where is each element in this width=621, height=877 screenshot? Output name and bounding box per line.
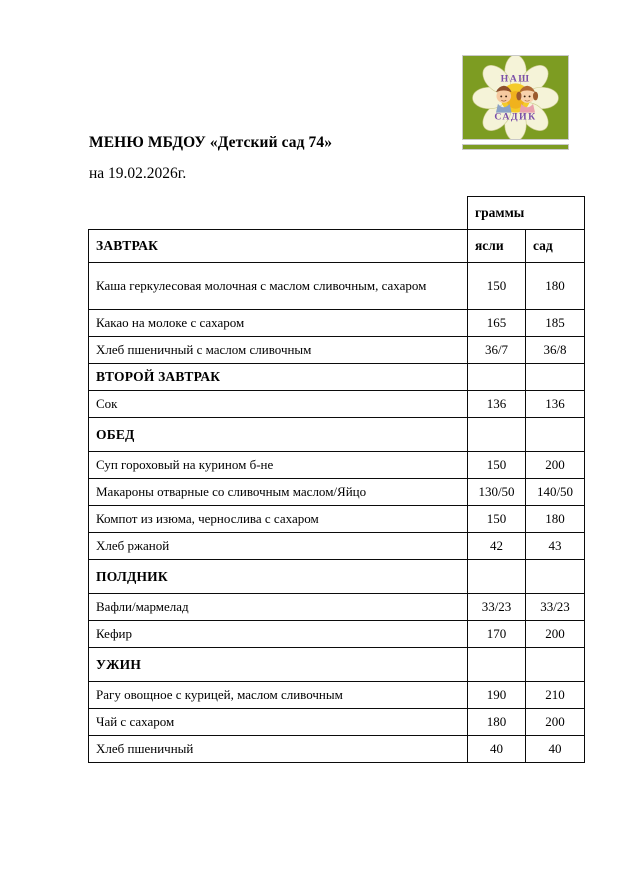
dish-grams-garden: 200 bbox=[526, 452, 585, 479]
svg-text:САДИК: САДИК bbox=[494, 111, 537, 123]
section-lunch: ОБЕД bbox=[89, 418, 468, 452]
dish-grams-garden: 180 bbox=[526, 506, 585, 533]
header-nursery: ясли bbox=[468, 230, 526, 263]
section-grams-garden bbox=[526, 364, 585, 391]
dish-name: Рагу овощное с курицей, маслом сливочным bbox=[89, 682, 468, 709]
dish-grams-nursery: 165 bbox=[468, 310, 526, 337]
dish-grams-nursery: 136 bbox=[468, 391, 526, 418]
table-row bbox=[89, 263, 585, 310]
dish-name: Макароны отварные со сливочным маслом/Яйцо bbox=[89, 479, 468, 506]
dish-name: Вафли/мармелад bbox=[89, 594, 468, 621]
table-row bbox=[89, 452, 585, 479]
dish-grams-nursery: 150 bbox=[468, 263, 526, 310]
table-row bbox=[89, 337, 585, 364]
kindergarten-logo bbox=[462, 55, 569, 140]
dish-grams-garden: 180 bbox=[526, 263, 585, 310]
section-row bbox=[89, 648, 585, 682]
section-grams-nursery bbox=[468, 648, 526, 682]
table-header-grams-row bbox=[89, 197, 585, 230]
table-row bbox=[89, 682, 585, 709]
dish-name: Компот из изюма, чернослива с сахаром bbox=[89, 506, 468, 533]
section-grams-garden bbox=[526, 418, 585, 452]
table-header-groups-row bbox=[89, 230, 585, 263]
dish-grams-garden: 140/50 bbox=[526, 479, 585, 506]
section-row bbox=[89, 418, 585, 452]
logo-bottom-strip bbox=[462, 144, 569, 150]
header-grams: граммы bbox=[468, 197, 585, 230]
dish-grams-garden: 40 bbox=[526, 736, 585, 763]
page-title: МЕНЮ МБДОУ «Детский сад 74» bbox=[89, 134, 333, 151]
dish-name: Каша геркулесовая молочная с маслом сливочным, сахаром bbox=[89, 263, 468, 310]
dish-grams-nursery: 180 bbox=[468, 709, 526, 736]
section-grams-nursery bbox=[468, 364, 526, 391]
menu-table-body bbox=[89, 197, 585, 763]
section-dinner: УЖИН bbox=[89, 648, 468, 682]
dish-grams-garden: 136 bbox=[526, 391, 585, 418]
dish-name: Сок bbox=[89, 391, 468, 418]
menu-table bbox=[88, 196, 585, 763]
dish-name: Какао на молоке с сахаром bbox=[89, 310, 468, 337]
section-grams-garden bbox=[526, 560, 585, 594]
menu-date: на 19.02.2026г. bbox=[89, 165, 187, 182]
dish-grams-nursery: 42 bbox=[468, 533, 526, 560]
dish-grams-garden: 200 bbox=[526, 621, 585, 648]
dish-grams-garden: 33/23 bbox=[526, 594, 585, 621]
dish-grams-nursery: 170 bbox=[468, 621, 526, 648]
table-row bbox=[89, 621, 585, 648]
header-garden: сад bbox=[526, 230, 585, 263]
section-breakfast: ЗАВТРАК bbox=[89, 230, 468, 263]
table-row bbox=[89, 310, 585, 337]
dish-grams-garden: 185 bbox=[526, 310, 585, 337]
dish-grams-nursery: 190 bbox=[468, 682, 526, 709]
dish-grams-nursery: 150 bbox=[468, 506, 526, 533]
dish-name: Чай с сахаром bbox=[89, 709, 468, 736]
dish-grams-nursery: 33/23 bbox=[468, 594, 526, 621]
section-grams-nursery bbox=[468, 560, 526, 594]
dish-grams-nursery: 40 bbox=[468, 736, 526, 763]
table-row bbox=[89, 594, 585, 621]
dish-grams-garden: 210 bbox=[526, 682, 585, 709]
dish-name: Суп гороховый на курином б-не bbox=[89, 452, 468, 479]
section-second-breakfast: ВТОРОЙ ЗАВТРАК bbox=[89, 364, 468, 391]
table-row bbox=[89, 533, 585, 560]
dish-grams-garden: 36/8 bbox=[526, 337, 585, 364]
dish-name: Кефир bbox=[89, 621, 468, 648]
empty-corner-cell bbox=[89, 197, 468, 230]
dish-name: Хлеб пшеничный с маслом сливочным bbox=[89, 337, 468, 364]
table-row bbox=[89, 709, 585, 736]
dish-grams-garden: 200 bbox=[526, 709, 585, 736]
dish-grams-nursery: 130/50 bbox=[468, 479, 526, 506]
section-afternoon-snack: ПОЛДНИК bbox=[89, 560, 468, 594]
section-row bbox=[89, 560, 585, 594]
dish-grams-garden: 43 bbox=[526, 533, 585, 560]
section-row bbox=[89, 364, 585, 391]
table-row bbox=[89, 479, 585, 506]
dish-grams-nursery: 150 bbox=[468, 452, 526, 479]
table-row bbox=[89, 736, 585, 763]
logo-flower-illustration bbox=[463, 56, 568, 139]
section-grams-garden bbox=[526, 648, 585, 682]
table-row bbox=[89, 506, 585, 533]
table-row bbox=[89, 391, 585, 418]
dish-name: Хлеб пшеничный bbox=[89, 736, 468, 763]
dish-name: Хлеб ржаной bbox=[89, 533, 468, 560]
svg-text:НАШ: НАШ bbox=[500, 73, 531, 85]
dish-grams-nursery: 36/7 bbox=[468, 337, 526, 364]
section-grams-nursery bbox=[468, 418, 526, 452]
logo-container bbox=[462, 55, 569, 150]
